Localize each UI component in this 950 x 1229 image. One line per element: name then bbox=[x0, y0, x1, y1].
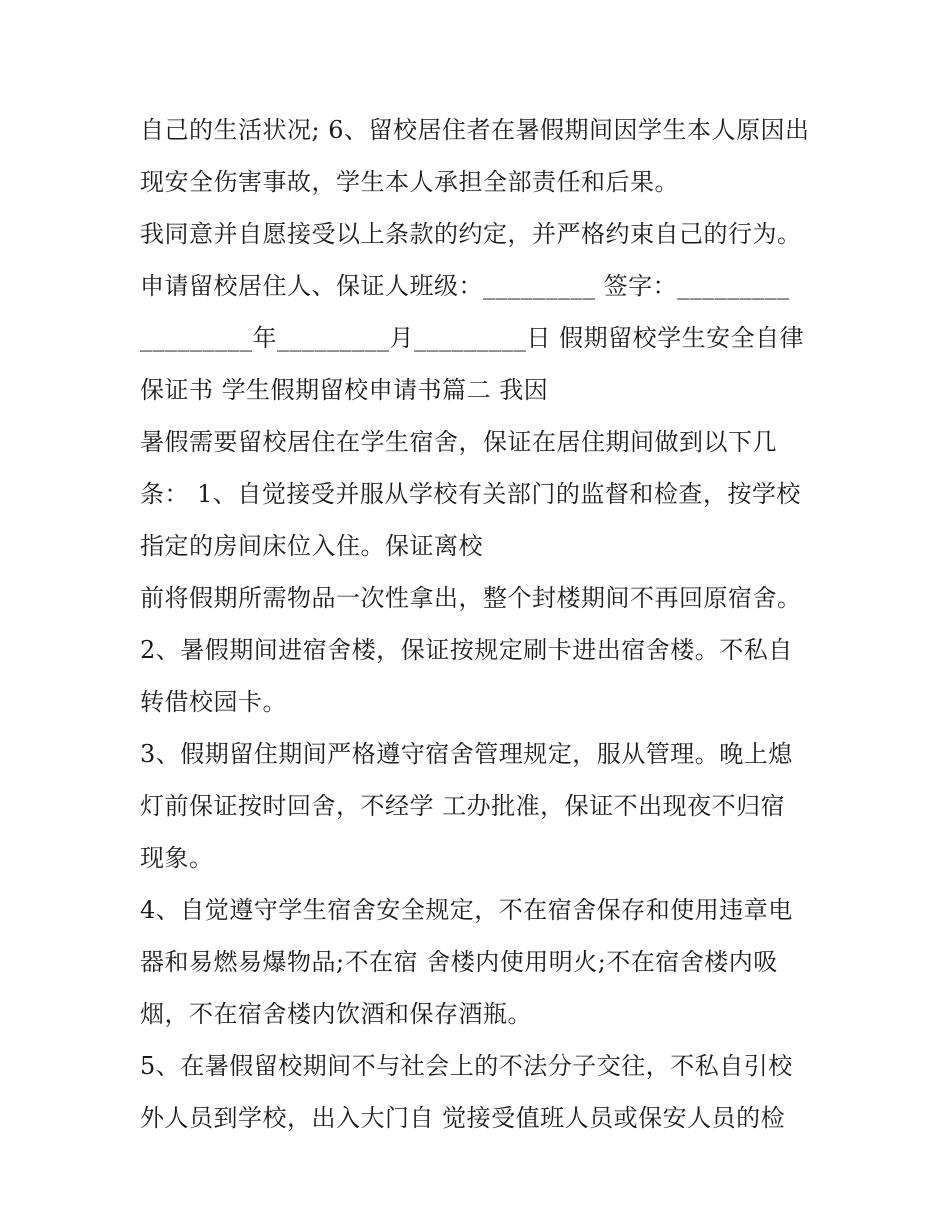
text-line: 指定的房间床位入住。保证离校 bbox=[140, 532, 483, 560]
text-line: 我同意并自愿接受以上条款的约定，并严格约束自己的行为。 bbox=[140, 220, 802, 248]
text-line: 3、假期留住期间严格遵守宿舍管理规定，服从管理。晚上熄 bbox=[140, 740, 793, 768]
text-line: 4、自觉遵守学生宿舍安全规定，不在宿舍保存和使用违章电 bbox=[140, 896, 793, 924]
text-line: 现安全伤害事故，学生本人承担全部责任和后果。 bbox=[140, 168, 679, 196]
document-body bbox=[140, 104, 830, 1144]
text-line: 转借校园卡。 bbox=[140, 688, 287, 716]
text-line: 条： 1、自觉接受并服从学校有关部门的监督和检查，按学校 bbox=[140, 480, 801, 508]
text-line: 2、暑假期间进宿舍楼，保证按规定刷卡进出宿舍楼。不私自 bbox=[140, 636, 793, 664]
text-line: 器和易燃易爆物品;不在宿 舍楼内使用明火;不在宿舍楼内吸 bbox=[140, 948, 778, 976]
text-line: 保证书 学生假期留校申请书篇二 我因 bbox=[140, 376, 549, 404]
text-line: 现象。 bbox=[140, 844, 214, 872]
text-line: 灯前保证按时回舍，不经学 工办批准，保证不出现夜不归宿 bbox=[140, 792, 786, 820]
text-line: 自己的生活状况; 6、留校居住者在暑假期间因学生本人原因出 bbox=[140, 116, 810, 144]
text-line: 暑假需要留校居住在学生宿舍，保证在居住期间做到以下几 bbox=[140, 428, 777, 456]
date-line: _________年_________月_________日 假期留校学生安全自律 bbox=[140, 324, 805, 352]
text-line: 烟，不在宿舍楼内饮酒和保存酒瓶。 bbox=[140, 1000, 532, 1028]
text-line: 前将假期所需物品一次性拿出，整个封楼期间不再回原宿舍。 bbox=[140, 584, 802, 612]
signature-line: 申请留校居住人、保证人班级：_________ 签字：_________ bbox=[140, 272, 790, 300]
text-line: 外人员到学校，出入大门自 觉接受值班人员或保安人员的检 bbox=[140, 1104, 786, 1132]
text-line: 5、在暑假留校期间不与社会上的不法分子交往，不私自引校 bbox=[140, 1052, 793, 1080]
